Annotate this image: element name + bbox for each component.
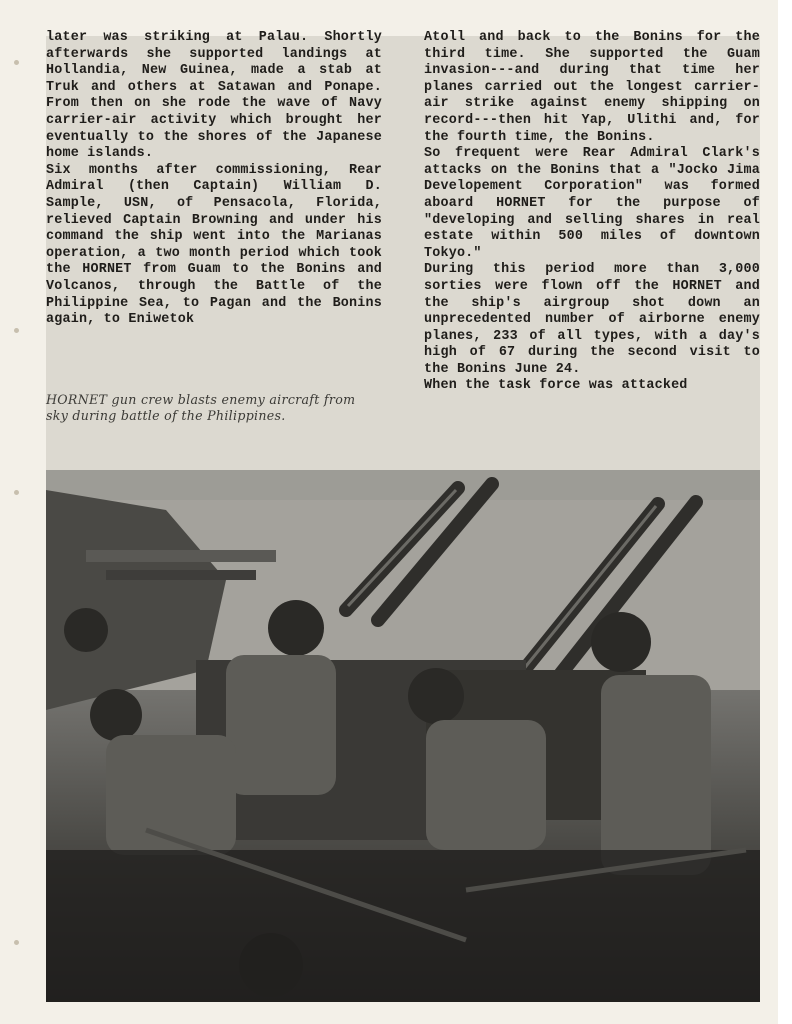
punch-hole [14,490,19,495]
gun-crew-photo [46,470,760,1002]
photo-caption: HORNET gun crew blasts enemy aircraft from sky during battle of the Philippines. [46,392,356,423]
article-right-column: Atoll and back to the Bonins for the third time. She supported the Guam invasion---and during that time her planes carried out the longest carrier-air strike against enemy shipping on record---then hit Yap, Ulithi and, for the fourth time, the Bonins. So frequent were Rear Admiral Clark's attacks on the Bonins that a "Jocko Jima Developement Corporation" was formed aboard HORNET for the purpose of "developing and selling shares in real estate within 500 miles of downtown Tokyo." During this period more than 3,000 sorties were flown off the HORNET and the ship's airgroup shot down an unprecedented number of airborne enemy planes, 233 of all types, with a day's high of 67 during the second visit to the Bonins June 24. When the task force was attacked [424,30,760,394]
punch-hole [14,940,19,945]
article-left-column: later was striking at Palau. Shortly afterwards she supported landings at Hollandia, New Guinea, made a stab at Truk and others at Satawan and Ponape. From then on she rode the wave of Navy carrier-air activity which brought her eventually to the shores of the Japanese home islands. Six months after commissioning, Rear Admiral (then Captain) William D. Sample, USN, of Pensacola, Florida, relieved Captain Browning and under his command the ship went into the Marianas operation, a two month period which took the HORNET from Guam to the Bonins and Volcanos, through the Battle of the Philippine Sea, to Pagan and the Bonins again, to Eniwetok [46,30,382,328]
page-edge [778,0,792,1024]
punch-hole [14,328,19,333]
punch-hole [14,60,19,65]
gun-crew-illustration [46,470,760,1002]
